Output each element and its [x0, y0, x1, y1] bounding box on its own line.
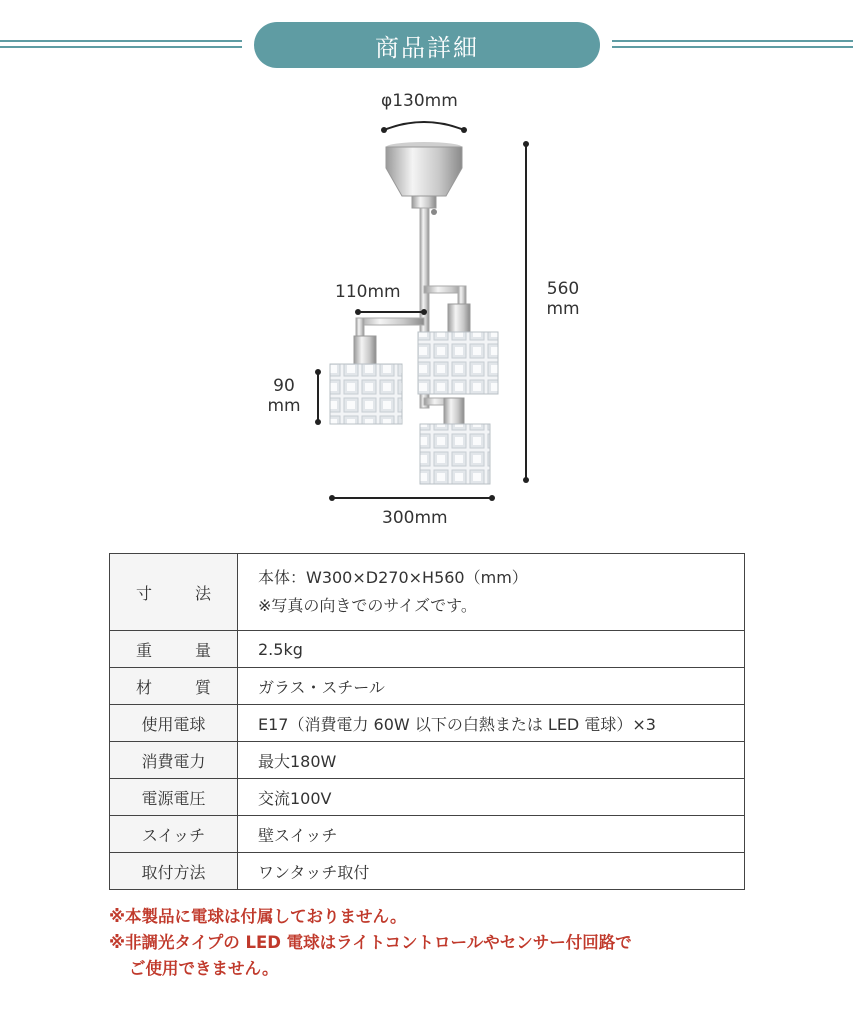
spec-value-line: ※写真の向きでのサイズです。	[258, 596, 477, 615]
arm-length-label: 110mm	[335, 282, 401, 302]
height-unit: mm	[546, 298, 580, 319]
spec-row-switch	[110, 816, 745, 853]
spec-key: 消費電力	[110, 742, 238, 779]
section-title: 商品詳細	[254, 22, 600, 68]
spec-key: 取付方法	[110, 853, 238, 890]
spec-value: ガラス・スチール	[238, 668, 745, 705]
spec-row-mounting	[110, 853, 745, 890]
product-diagram	[0, 80, 853, 540]
warning-notes	[109, 904, 789, 982]
shade-unit: mm	[267, 395, 301, 416]
note-line: ※非調光タイプの LED 電球はライトコントロールやセンサー付回路で	[109, 933, 632, 952]
spec-value: 最大180W	[238, 742, 745, 779]
spec-key: 寸 法	[110, 554, 238, 631]
note-line: ご使用できません。	[129, 959, 279, 978]
spec-row-bulb	[110, 705, 745, 742]
note-line: ※本製品に電球は付属しておりません。	[109, 907, 407, 926]
spec-key: 重 量	[110, 631, 238, 668]
header-line-left	[0, 40, 242, 48]
width-label: 300mm	[382, 508, 448, 528]
spec-row-size	[110, 554, 745, 631]
spec-row-weight	[110, 631, 745, 668]
spec-row-voltage	[110, 779, 745, 816]
height-value: 560	[546, 279, 580, 299]
spec-key: スイッチ	[110, 816, 238, 853]
shade-height-label	[266, 377, 302, 416]
diameter-label: φ130mm	[381, 91, 458, 111]
spec-key: 使用電球	[110, 705, 238, 742]
spec-row-power	[110, 742, 745, 779]
pendant-lamp-illustration	[0, 80, 853, 540]
spec-table	[109, 553, 745, 890]
spec-value-line: 本体：W300×D270×H560（mm）	[258, 568, 528, 587]
spec-value: 2.5kg	[238, 631, 745, 668]
spec-key: 材 質	[110, 668, 238, 705]
shade-value: 90	[273, 376, 295, 396]
spec-value: E17（消費電力 60W 以下の白熱または LED 電球）×3	[238, 705, 745, 742]
spec-row-material	[110, 668, 745, 705]
height-label	[545, 280, 581, 319]
spec-value: 壁スイッチ	[238, 816, 745, 853]
header-line-right	[612, 40, 853, 48]
spec-key: 電源電圧	[110, 779, 238, 816]
spec-value	[238, 554, 745, 631]
spec-value: ワンタッチ取付	[238, 853, 745, 890]
spec-value: 交流100V	[238, 779, 745, 816]
